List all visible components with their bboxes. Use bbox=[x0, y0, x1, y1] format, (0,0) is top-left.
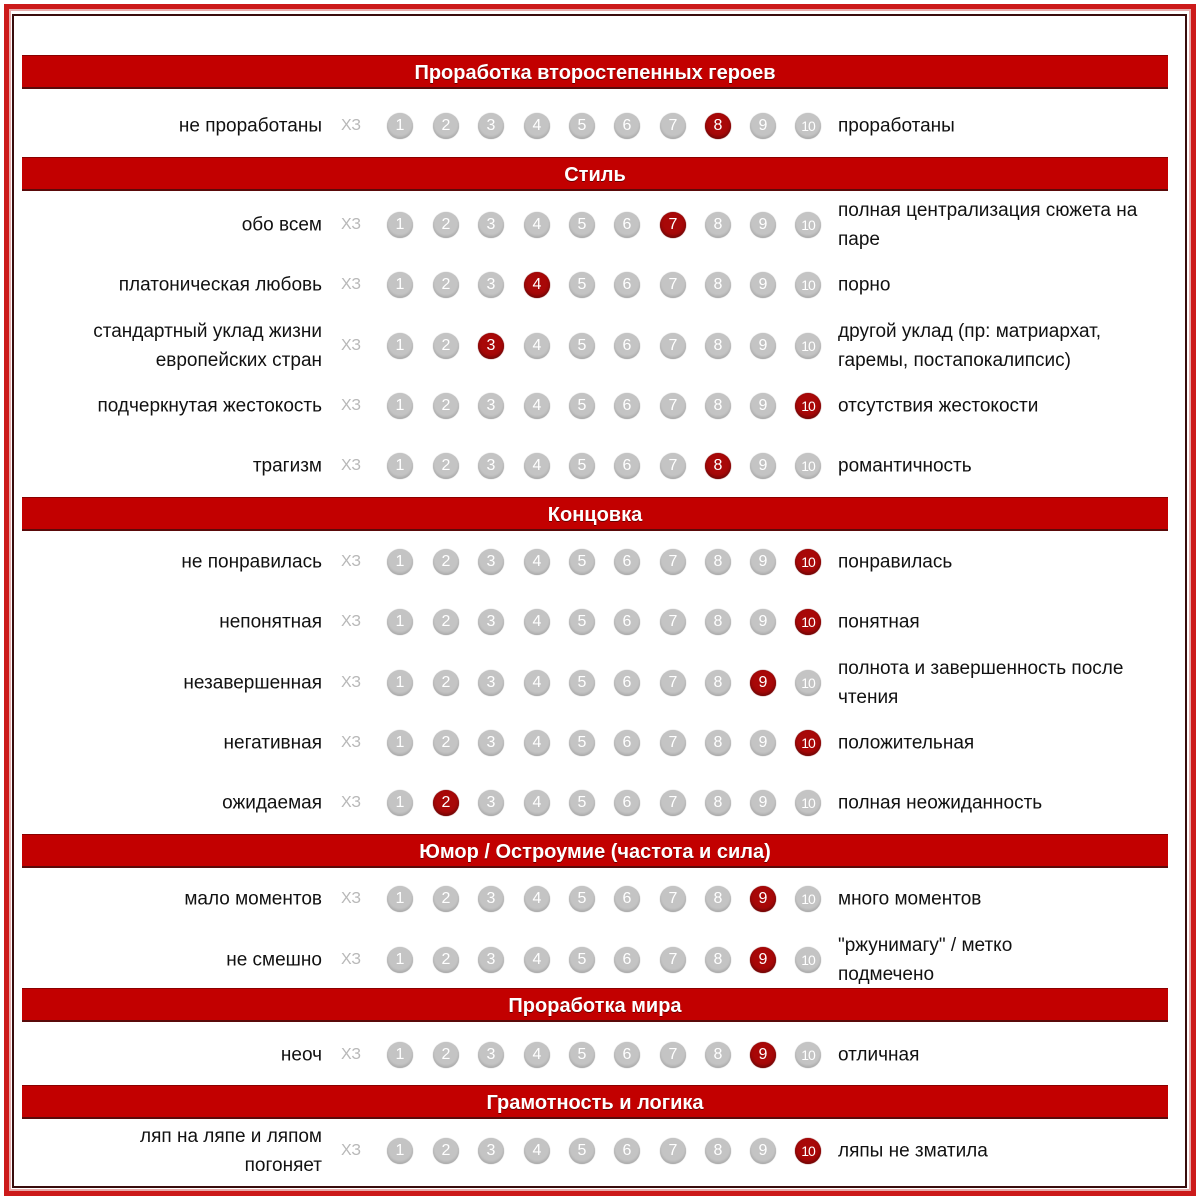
rating-dot[interactable]: 8 bbox=[705, 272, 731, 298]
rating-dot[interactable]: 1 bbox=[387, 1138, 413, 1164]
rating-dot[interactable]: 2 bbox=[433, 1042, 459, 1068]
rating-dot[interactable]: 5 bbox=[569, 212, 595, 238]
rating-dot[interactable]: 2 bbox=[433, 1138, 459, 1164]
unknown-option[interactable]: ХЗ bbox=[341, 613, 361, 630]
rating-dot-selected[interactable]: 10 bbox=[795, 549, 821, 575]
rating-dot[interactable]: 7 bbox=[660, 272, 686, 298]
rating-dot[interactable]: 3 bbox=[478, 790, 504, 816]
right-pole-label: полнота и завершенность после чтения bbox=[838, 658, 1124, 708]
rating-dot[interactable]: 4 bbox=[524, 333, 550, 359]
rating-dot-selected[interactable]: 9 bbox=[750, 947, 776, 973]
rating-dot-selected[interactable]: 3 bbox=[478, 333, 504, 359]
unknown-option[interactable]: ХЗ bbox=[341, 117, 361, 134]
right-pole-label: другой уклад (пр: матриархат, гаремы, постапокалипсис) bbox=[838, 321, 1102, 371]
unknown-option[interactable]: ХЗ bbox=[341, 1142, 361, 1159]
section-header: Проработка мира bbox=[22, 988, 1168, 1022]
rating-dot[interactable]: 8 bbox=[705, 790, 731, 816]
rating-dot[interactable]: 7 bbox=[660, 947, 686, 973]
rating-dot[interactable]: 1 bbox=[387, 453, 413, 479]
right-pole-label: полная неожиданность bbox=[838, 792, 1043, 814]
left-pole-label: мало моментов bbox=[184, 888, 322, 910]
section-header: Грамотность и логика bbox=[22, 1085, 1168, 1119]
unknown-option[interactable]: ХЗ bbox=[341, 890, 361, 907]
rating-dot[interactable]: 3 bbox=[478, 670, 504, 696]
left-pole-label: не смешно bbox=[226, 949, 322, 971]
rating-dot[interactable]: 4 bbox=[524, 453, 550, 479]
rating-dot-selected[interactable]: 9 bbox=[750, 886, 776, 912]
rating-dot[interactable]: 4 bbox=[524, 549, 550, 575]
rating-dot-selected[interactable]: 2 bbox=[433, 790, 459, 816]
rating-dot[interactable]: 7 bbox=[660, 886, 686, 912]
rating-dot[interactable]: 1 bbox=[387, 670, 413, 696]
left-pole-label: неоч bbox=[280, 1044, 322, 1066]
rating-dot[interactable]: 5 bbox=[569, 670, 595, 696]
rating-dot[interactable]: 8 bbox=[705, 670, 731, 696]
rating-dot[interactable]: 6 bbox=[614, 947, 640, 973]
rating-dot[interactable]: 5 bbox=[569, 393, 595, 419]
rating-dot[interactable]: 1 bbox=[387, 113, 413, 139]
rating-dot[interactable]: 7 bbox=[660, 549, 686, 575]
left-pole-label: трагизм bbox=[252, 455, 322, 477]
left-pole-label: ожидаемая bbox=[222, 792, 322, 814]
rating-dot[interactable]: 1 bbox=[387, 790, 413, 816]
rating-dot-selected[interactable]: 7 bbox=[660, 212, 686, 238]
rating-dot[interactable]: 5 bbox=[569, 886, 595, 912]
rating-dot[interactable]: 6 bbox=[614, 1138, 640, 1164]
rating-dot-selected[interactable]: 9 bbox=[750, 670, 776, 696]
right-pole-label: порно bbox=[838, 274, 891, 296]
rating-dot[interactable]: 3 bbox=[478, 272, 504, 298]
section-header: Проработка второстепенных героев bbox=[22, 55, 1168, 89]
unknown-option[interactable]: ХЗ bbox=[341, 674, 361, 691]
rating-dot[interactable]: 2 bbox=[433, 113, 459, 139]
rating-dot-selected[interactable]: 8 bbox=[705, 453, 731, 479]
rating-dot[interactable]: 7 bbox=[660, 1042, 686, 1068]
left-pole-label: подчеркнутая жестокость bbox=[97, 395, 322, 417]
rating-dot[interactable]: 4 bbox=[524, 1042, 550, 1068]
rating-dot[interactable]: 6 bbox=[614, 670, 640, 696]
rating-dot[interactable]: 10 bbox=[795, 113, 821, 139]
rating-dot[interactable]: 4 bbox=[524, 1138, 550, 1164]
rating-dot[interactable]: 1 bbox=[387, 272, 413, 298]
rating-dot[interactable]: 5 bbox=[569, 272, 595, 298]
rating-dot[interactable]: 3 bbox=[478, 609, 504, 635]
rating-dot-selected[interactable]: 10 bbox=[795, 730, 821, 756]
unknown-option[interactable]: ХЗ bbox=[341, 951, 361, 968]
rating-dot[interactable]: 9 bbox=[750, 333, 776, 359]
rating-dot[interactable]: 2 bbox=[433, 609, 459, 635]
rating-dot[interactable]: 1 bbox=[387, 886, 413, 912]
rating-dot[interactable]: 8 bbox=[705, 886, 731, 912]
rating-dot[interactable]: 9 bbox=[750, 272, 776, 298]
rating-dot[interactable]: 10 bbox=[795, 1042, 821, 1068]
unknown-option[interactable]: ХЗ bbox=[341, 553, 361, 570]
rating-dot[interactable]: 9 bbox=[750, 609, 776, 635]
unknown-option[interactable]: ХЗ bbox=[341, 216, 361, 233]
rating-dot[interactable]: 9 bbox=[750, 453, 776, 479]
rating-dot[interactable]: 5 bbox=[569, 1138, 595, 1164]
rating-dot[interactable]: 4 bbox=[524, 113, 550, 139]
unknown-option[interactable]: ХЗ bbox=[341, 794, 361, 811]
rating-dot[interactable]: 3 bbox=[478, 212, 504, 238]
rating-dot[interactable]: 7 bbox=[660, 790, 686, 816]
rating-dot[interactable]: 7 bbox=[660, 1138, 686, 1164]
rating-dot[interactable]: 3 bbox=[478, 453, 504, 479]
rating-dot[interactable]: 4 bbox=[524, 947, 550, 973]
left-pole-label: незавершенная bbox=[183, 672, 322, 694]
rating-dot[interactable]: 2 bbox=[433, 549, 459, 575]
rating-dot[interactable]: 8 bbox=[705, 549, 731, 575]
rating-dot[interactable]: 1 bbox=[387, 609, 413, 635]
rating-dot-selected[interactable]: 8 bbox=[705, 113, 731, 139]
rating-dot[interactable]: 4 bbox=[524, 393, 550, 419]
rating-dot-selected[interactable]: 4 bbox=[524, 272, 550, 298]
rating-dot-selected[interactable]: 10 bbox=[795, 609, 821, 635]
rating-dot[interactable]: 9 bbox=[750, 1138, 776, 1164]
left-pole-label: платоническая любовь bbox=[118, 274, 322, 296]
right-pole-label: "ржунимагу" / метко подмечено bbox=[838, 935, 1013, 985]
rating-dot[interactable]: 1 bbox=[387, 549, 413, 575]
rating-dot[interactable]: 6 bbox=[614, 113, 640, 139]
rating-dot[interactable]: 2 bbox=[433, 393, 459, 419]
right-pole-label: ляпы не зматила bbox=[838, 1140, 988, 1162]
rating-dot[interactable]: 10 bbox=[795, 212, 821, 238]
right-pole-label: понятная bbox=[838, 611, 920, 633]
rating-dot[interactable]: 8 bbox=[705, 1042, 731, 1068]
rating-dot[interactable]: 7 bbox=[660, 670, 686, 696]
rating-dot[interactable]: 4 bbox=[524, 670, 550, 696]
rating-dot[interactable]: 7 bbox=[660, 730, 686, 756]
left-pole-label: обо всем bbox=[241, 214, 322, 236]
rating-dot[interactable]: 10 bbox=[795, 272, 821, 298]
rating-dot[interactable]: 8 bbox=[705, 212, 731, 238]
rating-dot[interactable]: 9 bbox=[750, 549, 776, 575]
left-pole-label: не понравилась bbox=[181, 551, 322, 573]
rating-dot[interactable]: 1 bbox=[387, 393, 413, 419]
right-pole-label: отсутствия жестокости bbox=[838, 395, 1039, 417]
rating-dot[interactable]: 10 bbox=[795, 670, 821, 696]
rating-dot[interactable]: 8 bbox=[705, 393, 731, 419]
rating-dot[interactable]: 4 bbox=[524, 609, 550, 635]
rating-dot-selected[interactable]: 10 bbox=[795, 393, 821, 419]
rating-dot[interactable]: 7 bbox=[660, 393, 686, 419]
rating-dot[interactable]: 10 bbox=[795, 947, 821, 973]
unknown-option[interactable]: ХЗ bbox=[341, 397, 361, 414]
rating-dot[interactable]: 8 bbox=[705, 947, 731, 973]
rating-dot[interactable]: 2 bbox=[433, 730, 459, 756]
rating-dot[interactable]: 9 bbox=[750, 113, 776, 139]
rating-dot[interactable]: 3 bbox=[478, 393, 504, 419]
rating-dot[interactable]: 1 bbox=[387, 333, 413, 359]
rating-dot[interactable]: 2 bbox=[433, 453, 459, 479]
rating-dot[interactable]: 10 bbox=[795, 333, 821, 359]
rating-dot[interactable]: 4 bbox=[524, 790, 550, 816]
rating-dot[interactable]: 10 bbox=[795, 790, 821, 816]
right-pole-label: проработаны bbox=[838, 115, 955, 137]
rating-dot[interactable]: 6 bbox=[614, 609, 640, 635]
rating-dot[interactable]: 5 bbox=[569, 730, 595, 756]
rating-dot[interactable]: 3 bbox=[478, 1138, 504, 1164]
rating-dot[interactable]: 2 bbox=[433, 272, 459, 298]
rating-dot[interactable]: 5 bbox=[569, 790, 595, 816]
rating-dot[interactable]: 6 bbox=[614, 272, 640, 298]
rating-dot[interactable]: 4 bbox=[524, 886, 550, 912]
rating-dot[interactable]: 1 bbox=[387, 212, 413, 238]
left-pole-label: непонятная bbox=[219, 611, 322, 633]
rating-dot[interactable]: 3 bbox=[478, 1042, 504, 1068]
rating-dot[interactable]: 1 bbox=[387, 730, 413, 756]
rating-dot[interactable]: 10 bbox=[795, 886, 821, 912]
section-header: Стиль bbox=[22, 157, 1168, 191]
rating-dot[interactable]: 8 bbox=[705, 609, 731, 635]
rating-dot-selected[interactable]: 9 bbox=[750, 1042, 776, 1068]
rating-dot[interactable]: 6 bbox=[614, 453, 640, 479]
right-pole-label: отличная bbox=[838, 1044, 920, 1066]
rating-dot[interactable]: 2 bbox=[433, 212, 459, 238]
rating-dot[interactable]: 2 bbox=[433, 947, 459, 973]
rating-dot[interactable]: 9 bbox=[750, 730, 776, 756]
rating-dot[interactable]: 9 bbox=[750, 790, 776, 816]
rating-dot[interactable]: 9 bbox=[750, 212, 776, 238]
rating-dot[interactable]: 6 bbox=[614, 730, 640, 756]
rating-dot[interactable]: 5 bbox=[569, 609, 595, 635]
unknown-option[interactable]: ХЗ bbox=[341, 457, 361, 474]
right-pole-label: положительная bbox=[838, 732, 975, 754]
rating-dot[interactable]: 5 bbox=[569, 453, 595, 479]
rating-dot[interactable]: 5 bbox=[569, 113, 595, 139]
rating-dot[interactable]: 7 bbox=[660, 113, 686, 139]
right-pole-label: много моментов bbox=[838, 888, 982, 910]
section-header: Концовка bbox=[22, 497, 1168, 531]
rating-dot[interactable]: 2 bbox=[433, 670, 459, 696]
rating-dot[interactable]: 7 bbox=[660, 453, 686, 479]
rating-dot[interactable]: 6 bbox=[614, 393, 640, 419]
unknown-option[interactable]: ХЗ bbox=[341, 337, 361, 354]
rating-dot[interactable]: 3 bbox=[478, 549, 504, 575]
rating-dot[interactable]: 7 bbox=[660, 609, 686, 635]
left-pole-label: стандартный уклад жизни европейских стран bbox=[93, 321, 322, 371]
rating-dot[interactable]: 1 bbox=[387, 1042, 413, 1068]
rating-dot[interactable]: 5 bbox=[569, 333, 595, 359]
rating-dot[interactable]: 6 bbox=[614, 1042, 640, 1068]
rating-dot[interactable]: 2 bbox=[433, 333, 459, 359]
rating-dot[interactable]: 7 bbox=[660, 333, 686, 359]
rating-dot[interactable]: 3 bbox=[478, 947, 504, 973]
unknown-option[interactable]: ХЗ bbox=[341, 276, 361, 293]
right-pole-label: полная централизация сюжета на паре bbox=[838, 200, 1138, 250]
rating-dot[interactable]: 6 bbox=[614, 212, 640, 238]
left-pole-label: негативная bbox=[223, 732, 322, 754]
right-pole-label: романтичность bbox=[838, 455, 972, 477]
rating-dot[interactable]: 6 bbox=[614, 790, 640, 816]
rating-dot[interactable]: 1 bbox=[387, 947, 413, 973]
rating-dot[interactable]: 3 bbox=[478, 886, 504, 912]
rating-dot[interactable]: 2 bbox=[433, 886, 459, 912]
rating-dot[interactable]: 9 bbox=[750, 393, 776, 419]
unknown-option[interactable]: ХЗ bbox=[341, 1046, 361, 1063]
left-pole-label: не проработаны bbox=[178, 115, 322, 137]
rating-dot[interactable]: 3 bbox=[478, 730, 504, 756]
section-header: Юмор / Остроумие (частота и сила) bbox=[22, 834, 1168, 868]
rating-dot[interactable]: 8 bbox=[705, 730, 731, 756]
rating-dot[interactable]: 6 bbox=[614, 333, 640, 359]
rating-dot[interactable]: 3 bbox=[478, 113, 504, 139]
rating-dot[interactable]: 5 bbox=[569, 947, 595, 973]
right-pole-label: понравилась bbox=[838, 551, 953, 573]
rating-dot[interactable]: 5 bbox=[569, 549, 595, 575]
left-pole-label: ляп на ляпе и ляпом погоняет bbox=[140, 1126, 322, 1176]
rating-dot[interactable]: 6 bbox=[614, 549, 640, 575]
rating-dot[interactable]: 10 bbox=[795, 453, 821, 479]
rating-dot[interactable]: 5 bbox=[569, 1042, 595, 1068]
rating-dot[interactable]: 6 bbox=[614, 886, 640, 912]
unknown-option[interactable]: ХЗ bbox=[341, 734, 361, 751]
rating-dot[interactable]: 4 bbox=[524, 730, 550, 756]
rating-dot[interactable]: 4 bbox=[524, 212, 550, 238]
rating-dot[interactable]: 8 bbox=[705, 1138, 731, 1164]
rating-dot-selected[interactable]: 10 bbox=[795, 1138, 821, 1164]
rating-dot[interactable]: 8 bbox=[705, 333, 731, 359]
